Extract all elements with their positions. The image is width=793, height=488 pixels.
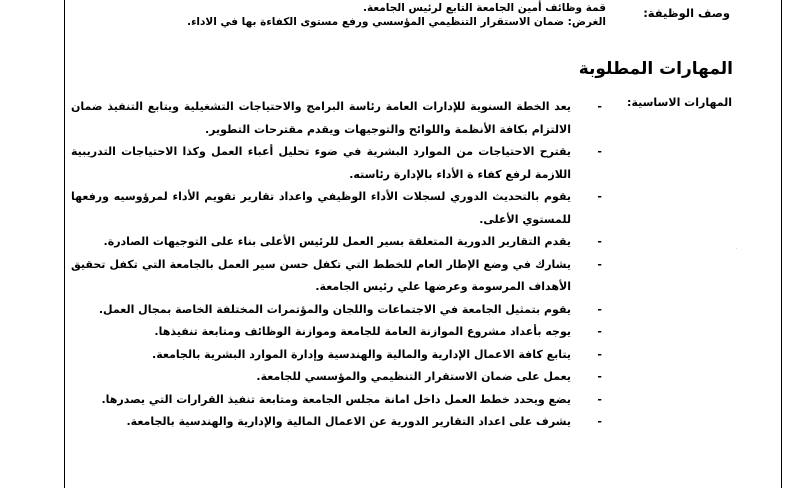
job-description-line-1: قمة وظائف أمين الجامعة التابع لرئيس الجامعة.	[363, 2, 606, 14]
skill-text: يقوم بالتحديث الدوري لسجلات الأداء الوظيفي واعداد تقارير تقويم الأداء لمرؤوسيه ورفعها للمستوي الأعلى.	[71, 190, 571, 226]
skill-text: يعمل على ضمان الاستقرار التنظيمي والمؤسسي للجامعة.	[256, 370, 571, 383]
page-mark	[736, 248, 737, 249]
skill-item	[71, 389, 602, 412]
bullet-dash: -	[597, 145, 602, 158]
bullet-dash: -	[597, 190, 602, 203]
job-description-label: وصف الوظيفة:	[643, 6, 730, 20]
bullet-dash: -	[597, 347, 602, 361]
skill-text: يشارك في وضع الإطار العام للخطط التي تكفل حسن سير العمل بالجامعة التي تكفل تحقيق الأهداف المرسومة وعرضها علي رئيس الجامعة.	[71, 257, 571, 293]
bullet-dash: -	[597, 370, 602, 383]
skill-item	[71, 411, 602, 434]
skill-text: يتابع كافة الاعمال الإدارية والمالية والهندسية وإدارة الموارد البشرية بالجامعة.	[152, 347, 571, 361]
required-skills-heading: المهارات المطلوبة	[578, 59, 733, 79]
bullet-dash: -	[597, 415, 602, 428]
skill-item	[71, 96, 602, 141]
skill-item	[71, 344, 602, 367]
skill-text: يقترح الاحتياجات من الموارد البشرية في ضوء تحليل أعباء العمل وكذا الاحتياجات التدريبية اللازمة لرفع كفاء ة الأداء بالإدارة رئاسته.	[71, 145, 571, 181]
skill-item	[71, 254, 602, 299]
skill-text: يقدم التقارير الدورية المتعلقة بسير العمل للرئيس الأعلى بناء على التوجيهات الصادرة.	[103, 235, 571, 248]
job-description-purpose: الغرض: ضمان الاستقرار التنظيمي المؤسسي ورفع مستوى الكفاءة بها في الاداء.	[187, 16, 606, 28]
skill-item	[71, 186, 602, 231]
skill-text: يوجه بأعداد مشروع الموازنة العامة للجامعة وموازنة الوظائف ومتابعة تنفيذها.	[154, 325, 571, 338]
skill-text: يعد الخطة السنوية للإدارات العامة رئاسة البرامج والاحتياجات التشغيلية ويتابع التنفيذ ضمان الالتزام بكافة الأنظمة واللوائح والتوجيهات ويقدم مقترحات التطوير.	[71, 100, 571, 136]
bullet-dash: -	[597, 325, 602, 338]
bullet-dash: -	[597, 235, 602, 248]
basic-skills-label: المهارات الاساسية:	[627, 96, 732, 109]
skill-item	[71, 231, 602, 254]
job-description-text	[187, 1, 606, 29]
skill-item	[71, 321, 602, 344]
bullet-dash: -	[597, 302, 602, 316]
bullet-dash: -	[597, 392, 602, 406]
skill-text: يضع ويحدد خطط العمل داخل امانة مجلس الجامعة ومتابعة تنفيذ القرارات التي يصدرها.	[101, 392, 571, 406]
skill-item	[71, 299, 602, 322]
bullet-dash: -	[597, 100, 602, 113]
skill-item	[71, 366, 602, 389]
skill-text: يقوم بتمثيل الجامعة في الاجتماعات واللجان والمؤتمرات المختلفة الخاصة بمجال العمل.	[98, 302, 571, 316]
skills-list	[71, 96, 602, 434]
bullet-dash: -	[597, 257, 602, 271]
skill-item	[71, 141, 602, 186]
skill-text: يشرف على اعداد التقارير الدورية عن الاعمال المالية والإدارية والهندسية بالجامعة.	[126, 415, 571, 428]
